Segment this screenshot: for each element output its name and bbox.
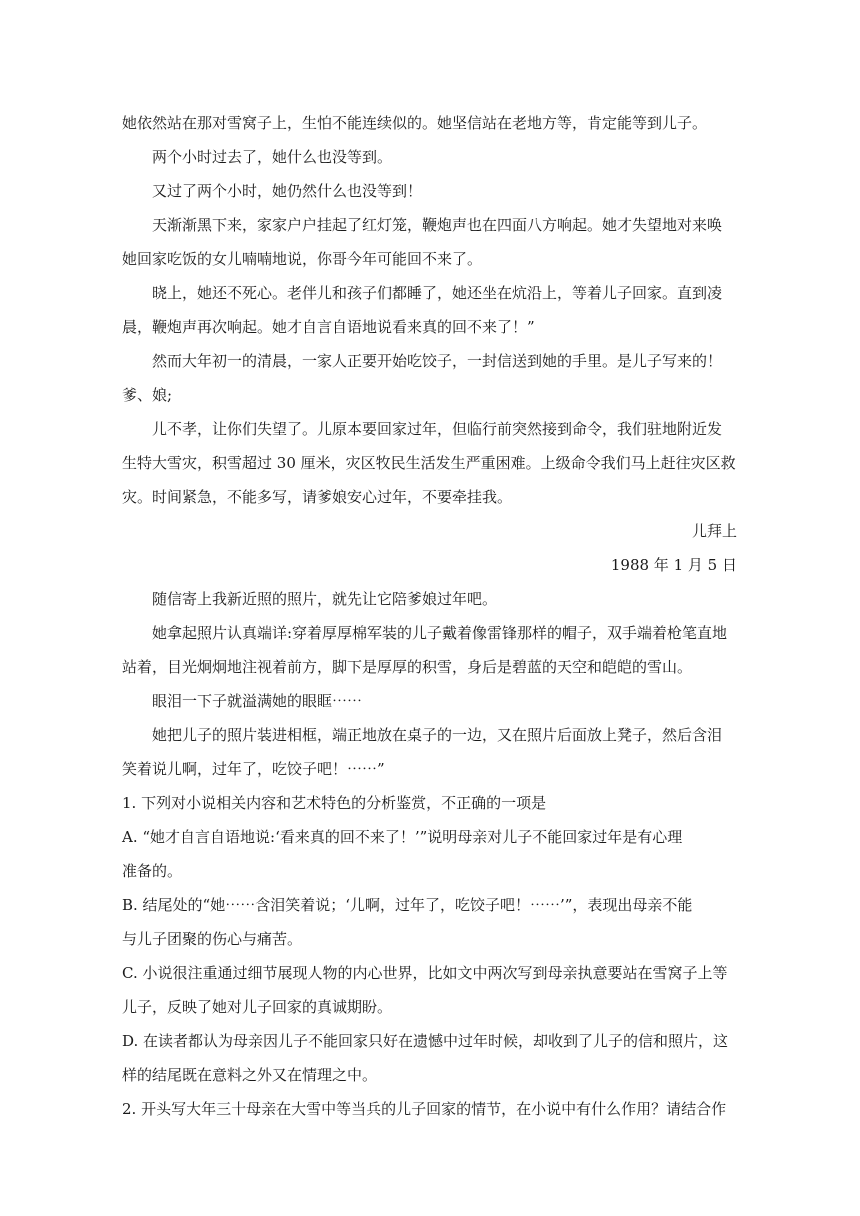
paragraph-line: 天渐渐黑下来，家家户户挂起了红灯笼，鞭炮声也在四面八方响起。她才失望地对来唤 (152, 216, 723, 234)
option-c-cont: 儿子，反映了她对儿子回家的真诚期盼。 (122, 998, 393, 1016)
letter-date: 1988 年 1 月 5 日 (610, 556, 737, 574)
option-d: D. 在读者都认为母亲因儿子不能回家只好在遗憾中过年时候，却收到了儿子的信和照片，这 (122, 1032, 729, 1050)
option-a: A. “她才自言自语地说:‘看来真的回不来了！’”说明母亲对儿子不能回家过年是有心理 (122, 828, 683, 846)
letter-line: 儿不孝，让你们失望了。儿原本要回家过年，但临行前突然接到命令，我们驻地附近发 (152, 420, 723, 438)
letter-signature: 儿拜上 (691, 522, 737, 540)
option-a-cont: 准备的。 (122, 862, 183, 880)
question-1-stem: 1. 下列对小说相关内容和艺术特色的分析鉴赏，不正确的一项是 (122, 794, 547, 812)
paragraph-line: 晨，鞭炮声再次响起。她才自言自语地说看来真的回不来了！” (122, 318, 535, 336)
paragraph-line: 她把儿子的照片装进相框，端正地放在桌子的一边，又在照片后面放上凳子，然后含泪 (152, 726, 723, 744)
question-2-stem: 2. 开头写大年三十母亲在大雪中等当兵的儿子回家的情节，在小说中有什么作用？请结合作 (122, 1100, 727, 1118)
paragraph-line: 晓上，她还不死心。老伴儿和孩子们都睡了，她还坐在炕沿上，等着儿子回家。直到凌 (152, 284, 723, 302)
option-b-cont: 与儿子团聚的伤心与痛苦。 (122, 930, 303, 948)
paragraph-line: 随信寄上我新近照的照片，就先让它陪爹娘过年吧。 (152, 590, 498, 608)
paragraph-line: 站着，目光炯炯地注视着前方，脚下是厚厚的积雪，身后是碧蓝的天空和皑皑的雪山。 (122, 658, 693, 676)
letter-line: 灾。时间紧急，不能多写，请爹娘安心过年，不要牵挂我。 (122, 488, 513, 506)
paragraph-line: 她回家吃饭的女儿喃喃地说，你哥今年可能回不来了。 (122, 250, 483, 268)
letter-salutation: 爹、娘; (122, 386, 173, 404)
paragraph-line: 又过了两个小时，她仍然什么也没等到！ (152, 182, 423, 200)
paragraph-line: 笑着说儿啊，过年了，吃饺子吧！⋯⋯” (122, 760, 385, 778)
paragraph-line: 然而大年初一的清晨，一家人正要开始吃饺子，一封信送到她的手里。是儿子写来的！ (152, 352, 723, 370)
paragraph-line: 眼泪一下子就溢满她的眼眶⋯⋯ (152, 692, 363, 710)
option-d-cont: 样的结尾既在意料之外又在情理之中。 (122, 1066, 378, 1084)
paragraph-line: 两个小时过去了，她什么也没等到。 (152, 148, 393, 166)
paragraph-line: 她拿起照片认真端详:穿着厚厚棉军装的儿子戴着像雷锋那样的帽子，双手端着枪笔直地 (152, 624, 728, 642)
option-b: B. 结尾处的“她⋯⋯含泪笑着说；‘儿啊，过年了，吃饺子吧！⋯⋯’”，表现出母亲不能 (122, 896, 693, 914)
option-c: C. 小说很注重通过细节展现人物的内心世界，比如文中两次写到母亲执意要站在雪窝子上等 (122, 964, 728, 982)
letter-line: 生特大雪灾，积雪超过 30 厘米，灾区牧民生活发生严重困难。上级命令我们马上赶往灾区救 (122, 454, 736, 472)
paragraph-line: 她依然站在那对雪窝子上，生怕不能连续似的。她坚信站在老地方等，肯定能等到儿子。 (122, 114, 708, 132)
